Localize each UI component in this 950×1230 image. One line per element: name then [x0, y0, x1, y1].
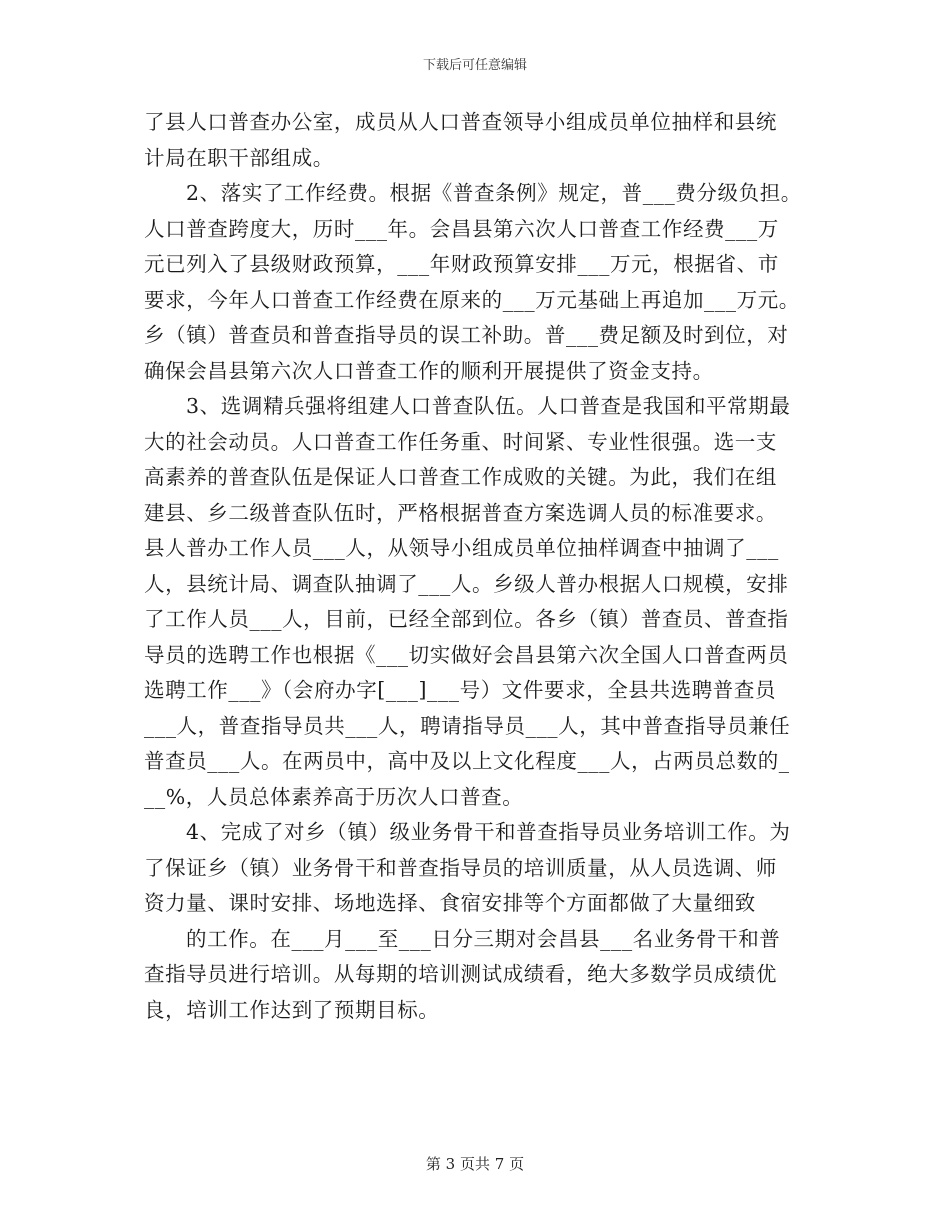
text-line: 了县人口普查办公室，成员从人口普查领导小组成员单位抽样和县统: [144, 110, 777, 134]
text-line: 了工作人员___人，目前，已经全部到位。各乡（镇）普查员、普查指: [144, 607, 789, 631]
text-line: 资力量、课时安排、场地选择、食宿安排等个方面都做了大量细致: [144, 891, 756, 915]
text-line: ___人，普查指导员共___人，聘请指导员___人，其中普查指导员兼任: [144, 713, 791, 738]
text-line: 高素养的普查队伍是保证人口普查工作成败的关键。为此，我们在组: [144, 465, 777, 489]
text-line: 查指导员进行培训。从每期的培训测试成绩看，绝大多数学员成绩优: [144, 962, 777, 986]
page-header: 下载后可任意编辑: [422, 58, 527, 73]
text-line: 人，县统计局、调查队抽调了___人。乡级人普办根据人口规模，安排: [144, 571, 789, 596]
text-line: 乡（镇）普查员和普查指导员的误工补助。普___费足额及时到位，对: [144, 323, 789, 347]
text-line: 元已列入了县级财政预算，___年财政预算安排___万元，根据省、市: [144, 252, 779, 276]
text-line: 的工作。在___月___至___日分三期对会昌县___名业务骨干和普: [186, 926, 781, 951]
text-line: 县人普办工作人员___人，从领导小组成员单位抽样调查中抽调了___: [144, 536, 779, 560]
text-line: 建县、乡二级普查队伍时，严格根据普查方案选调人员的标准要求。: [144, 500, 777, 525]
paragraph-2-start: 2、落实了工作经费。根据《普查条例》规定，普___费分级负担。: [186, 181, 802, 205]
text-line: 大的社会动员。人口普查工作任务重、时间紧、专业性很强。选一支: [144, 429, 777, 454]
text-line: 普查员___人。在两员中，高中及以上文化程度___人，占两员总数的_: [144, 749, 790, 773]
document-body: [144, 105, 814, 1028]
text-line: 导员的选聘工作也根据《___切实做好会昌县第六次全国人口普查两员: [144, 642, 789, 667]
paragraph-3-start: 3、选调精兵强将组建人口普查队伍。人口普查是我国和平常期最: [186, 394, 791, 418]
text-line: 确保会昌县第六次人口普查工作的顺利开展提供了资金支持。: [144, 358, 714, 383]
paragraph-4-start: 4、完成了对乡（镇）级业务骨干和普查指导员业务培训工作。为: [186, 820, 791, 844]
text-line: 良，培训工作达到了预期目标。: [144, 997, 440, 1022]
text-line: 要求，今年人口普查工作经费在原来的___万元基础上再追加___万元。: [144, 287, 800, 312]
page-footer: 第 3 页共 7 页: [425, 1155, 525, 1173]
text-line: 了保证乡（镇）业务骨干和普查指导员的培训质量，从人员选调、师: [144, 855, 777, 880]
text-line: 人口普查跨度大，历时___年。会昌县第六次人口普查工作经费___万: [144, 216, 779, 241]
text-line: __%，人员总体素养高于历次人口普查。: [144, 784, 524, 809]
text-line: 选聘工作___》（会府办字[___]___号）文件要求，全县共选聘普查员: [144, 678, 777, 702]
text-line: 计局在职干部组成。: [144, 145, 334, 170]
